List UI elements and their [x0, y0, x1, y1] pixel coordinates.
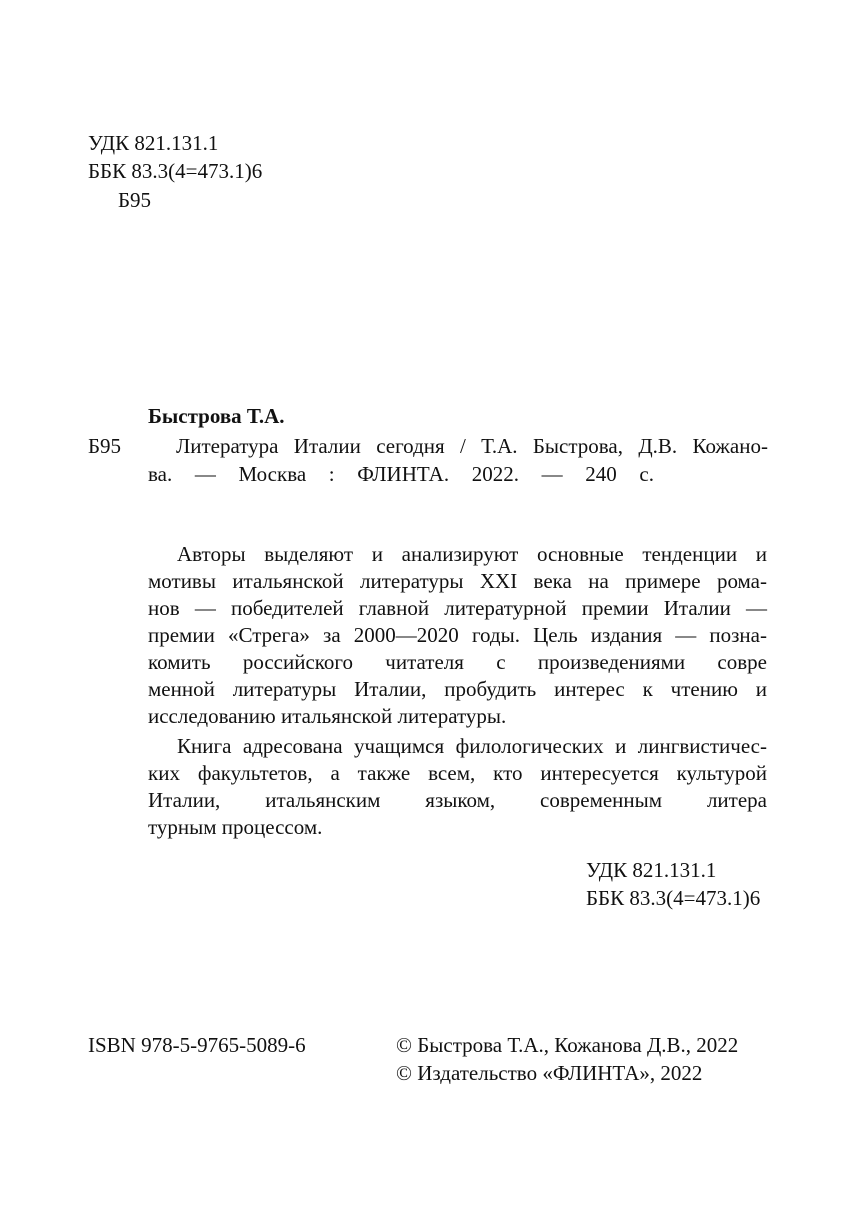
abstract-paragraph-2	[148, 733, 767, 841]
abstract-line: исследованию итальянской литературы.	[148, 704, 507, 728]
abstract-line: Авторы выделяют и анализируют основные тенденции и	[177, 542, 767, 566]
abstract-line: Италии, итальянским языком, современным литера	[148, 788, 767, 812]
author-heading: Быстрова Т.А.	[148, 404, 285, 428]
udk-code-bottom: УДК 821.131.1	[586, 858, 717, 882]
udk-code-top: УДК 821.131.1	[88, 131, 219, 155]
bbk-code-bottom: ББК 83.3(4=473.1)6	[586, 886, 761, 910]
abstract-line: турным процессом.	[148, 815, 323, 839]
abstract-line: нов — победителей главной литературной премии Италии —	[148, 596, 767, 620]
bib-description-line-2: ва. — Москва : ФЛИНТА. 2022. — 240 с.	[148, 462, 654, 486]
author-sign-top: Б95	[118, 188, 152, 212]
abstract-line: мотивы итальянской литературы XXI века на примере рома-	[148, 569, 767, 593]
bib-description-line-1: Литература Италии сегодня / Т.А. Быстрова, Д.В. Кожано-	[176, 434, 768, 458]
abstract-line: Книга адресована учащимся филологических и лингвистичес-	[177, 734, 767, 758]
abstract-paragraph-1	[148, 541, 767, 730]
abstract-line: менной литературы Италии, пробудить интерес к чтению и	[148, 677, 767, 701]
abstract-line: премии «Стрега» за 2000—2020 годы. Цель издания — позна-	[148, 623, 767, 647]
bbk-code-top: ББК 83.3(4=473.1)6	[88, 159, 263, 183]
copyright-publisher: © Издательство «ФЛИНТА», 2022	[396, 1061, 703, 1085]
author-sign: Б95	[88, 434, 122, 458]
abstract-line: комить российского читателя с произведениями совре	[148, 650, 767, 674]
isbn: ISBN 978-5-9765-5089-6	[88, 1033, 306, 1057]
abstract-line: ких факультетов, а также всем, кто интересуется культурой	[148, 761, 767, 785]
copyright-authors: © Быстрова Т.А., Кожанова Д.В., 2022	[396, 1033, 739, 1057]
